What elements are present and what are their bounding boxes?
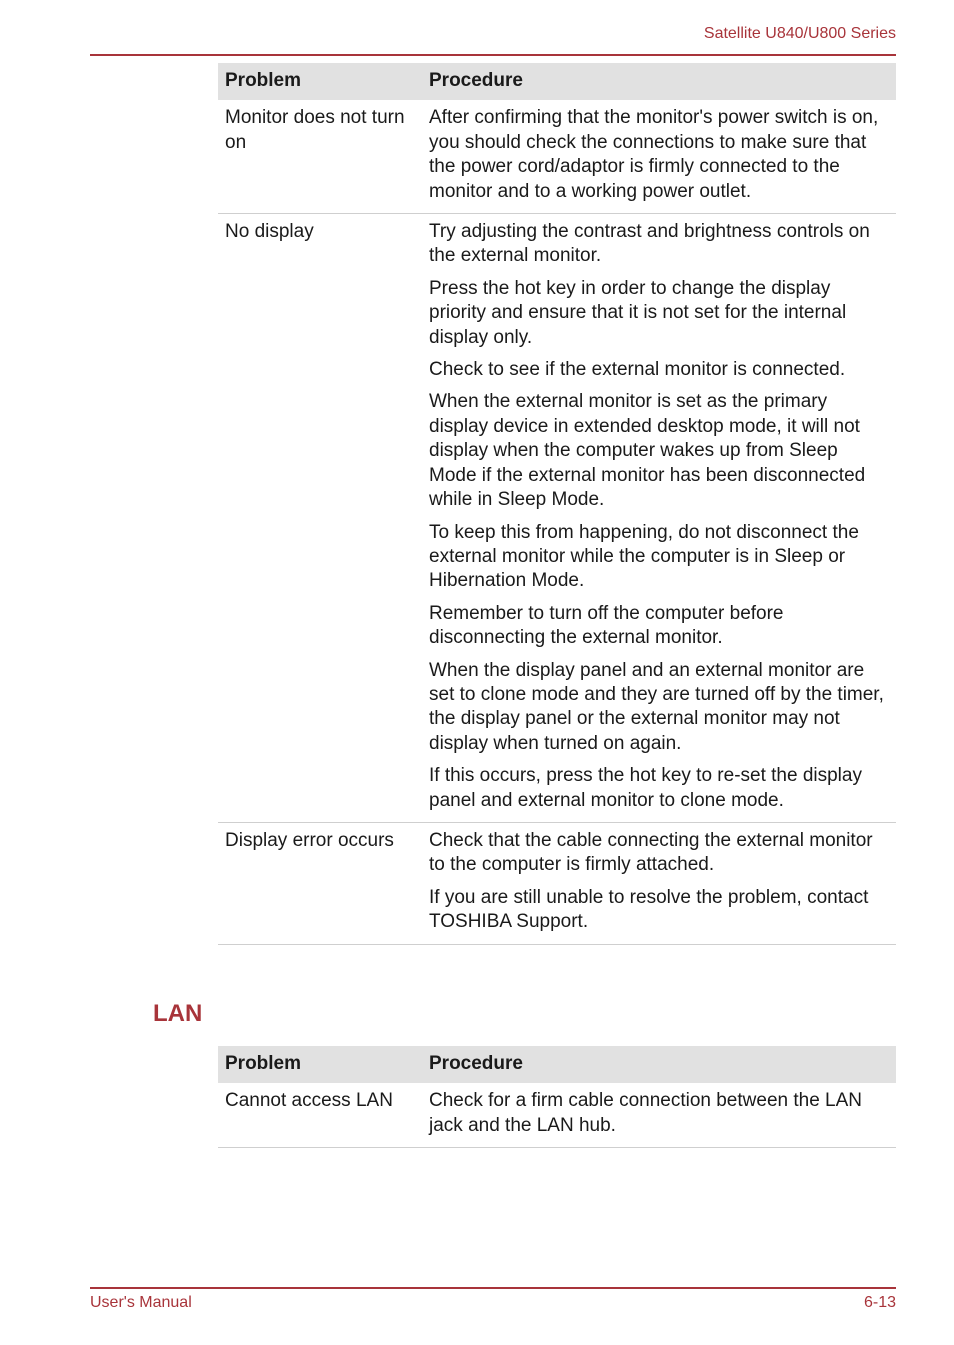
procedure-cell	[422, 822, 896, 944]
procedure-paragraph: To keep this from happening, do not disconnect the external monitor while the computer is in Sleep or Hibernation Mode.	[429, 521, 859, 592]
footer-rule	[90, 1287, 896, 1289]
footer-manual-title: User's Manual	[90, 1294, 192, 1311]
procedure-paragraph: When the display panel and an external monitor are set to clone mode and they are turned off by the timer, the display panel or the external monitor may not display when turned on again.	[429, 659, 884, 754]
header-rule	[90, 54, 896, 56]
procedure-paragraph: When the external monitor is set as the primary display device in extended desktop mode, it will not display when the computer wakes up from Sleep Mode if the external monitor has been disconnected while in Sleep Mode.	[429, 391, 866, 511]
table-row	[218, 100, 896, 213]
table-row	[218, 822, 896, 944]
display-troubleshooting-table	[218, 63, 896, 945]
procedure-paragraph: Check that the cable connecting the external monitor to the computer is firmly attached.	[429, 829, 873, 876]
problem-cell: Monitor does not turn on	[218, 100, 422, 213]
problem-cell: Display error occurs	[218, 822, 422, 944]
procedure-cell	[422, 1083, 896, 1147]
column-header-procedure: Procedure	[422, 63, 896, 100]
page-number: 6-13	[863, 1294, 896, 1311]
table-row	[218, 1083, 896, 1147]
problem-cell: No display	[218, 214, 422, 823]
procedure-paragraph: Press the hot key in order to change the display priority and ensure that it is not set for the internal display only.	[429, 277, 847, 348]
procedure-paragraph: Check to see if the external monitor is connected.	[429, 359, 846, 381]
procedure-paragraph: Try adjusting the contrast and brightness controls on the external monitor.	[429, 221, 870, 267]
procedure-paragraph: If this occurs, press the hot key to re-set the display panel and external monitor to clone mode.	[429, 765, 862, 811]
column-header-problem: Problem	[218, 63, 422, 100]
table-header-row	[218, 1046, 896, 1083]
procedure-paragraph: Remember to turn off the computer before disconnecting the external monitor.	[429, 602, 784, 649]
procedure-paragraph: Check for a firm cable connection between the LAN jack and the LAN hub.	[429, 1090, 863, 1136]
column-header-procedure: Procedure	[422, 1046, 896, 1083]
procedure-cell	[422, 100, 896, 213]
table-row	[218, 214, 896, 823]
procedure-paragraph: If you are still unable to resolve the problem, contact TOSHIBA Support.	[429, 886, 869, 933]
procedure-paragraph: After confirming that the monitor's power switch is on, you should check the connections to make sure that the power cord/adaptor is firmly connected to the monitor and to a working power outlet.	[429, 107, 879, 202]
table-header-row	[218, 63, 896, 100]
problem-cell: Cannot access LAN	[218, 1083, 422, 1147]
running-header-title: Satellite U840/U800 Series	[703, 25, 896, 42]
lan-troubleshooting-table	[218, 1046, 896, 1148]
procedure-cell	[422, 214, 896, 823]
column-header-problem: Problem	[218, 1046, 422, 1083]
section-heading-lan: LAN	[153, 1000, 203, 1027]
